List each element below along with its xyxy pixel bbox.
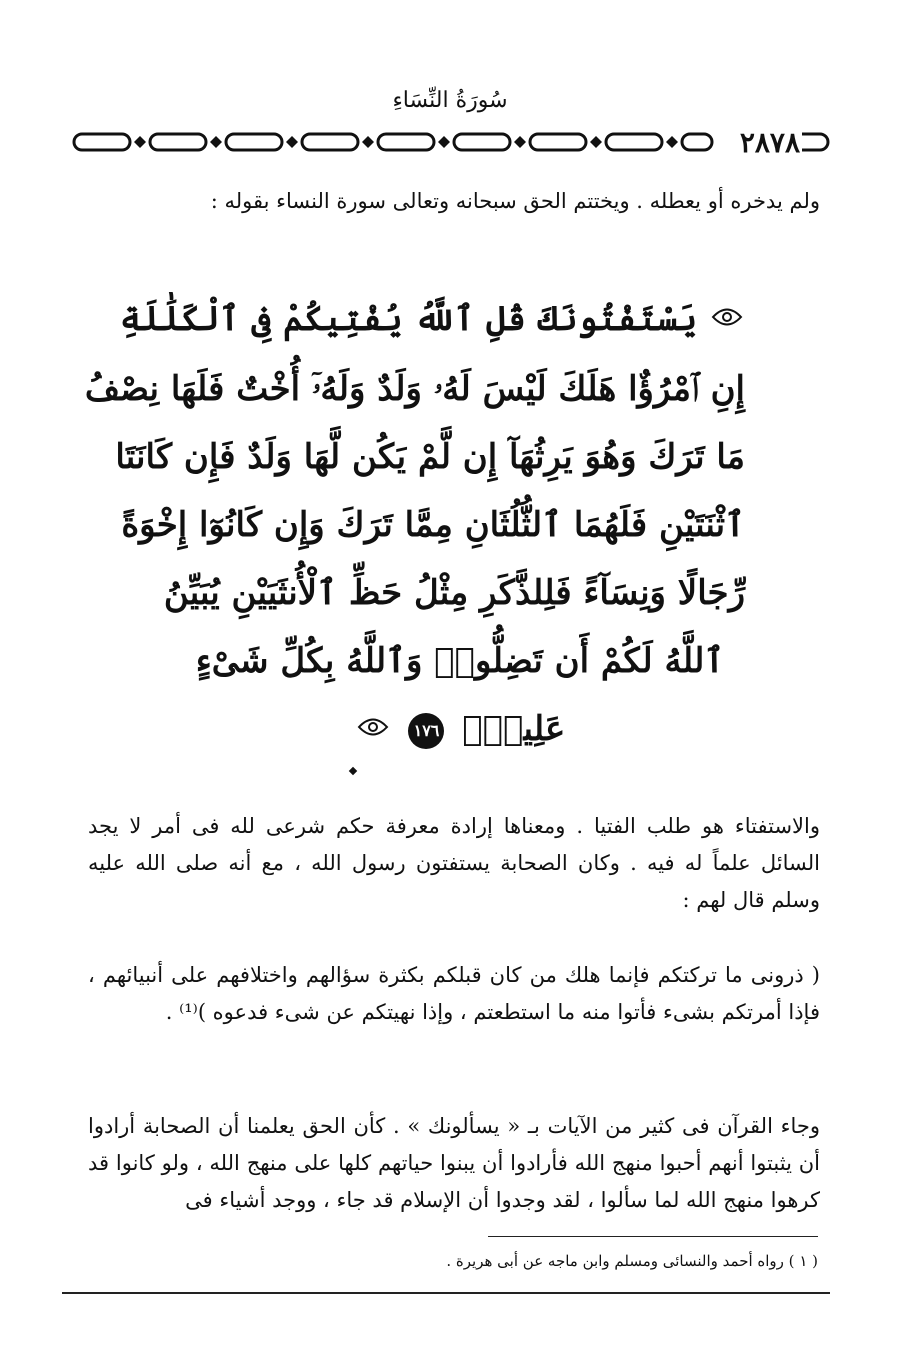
verse-line-5: رِّجَالًا وَنِسَآءً فَلِلذَّكَرِ مِثْلُ حَظِّ ٱلْأُنثَيَيْنِ يُبَيِّنُ bbox=[163, 573, 745, 613]
verse-line-1: يَسْتَفْتُونَكَ قُلِ ٱللَّهُ يُفْتِيكُمْ فِى ٱلْكَلَٰلَةِ bbox=[175, 285, 745, 355]
footnote-divider bbox=[488, 1236, 818, 1237]
verse-line-4: ٱثْنَتَيْنِ فَلَهُمَا ٱلثُّلُثَانِ مِمَّا تَرَكَ وَإِن كَانُوٓا إِخْوَةً bbox=[121, 505, 745, 545]
floral-ornament-icon bbox=[709, 287, 745, 355]
diamond-marker-icon bbox=[349, 767, 357, 775]
verse-number-medallion: ١٧٦ bbox=[408, 713, 444, 749]
paragraph-yasalunak: وجاء القرآن فى كثير من الآيات بـ « يسألونك » . كأن الحق يعلمنا أن الصحابة أرادوا أن يثبتوا أنهم أحبوا منهج الله فأرادوا أن يبنوا حياتهم كلها على منهج الله ، ولو كانوا قد كرهوا منهج الله لما سألوا ، لقد وجدوا أن الإسلام قد جاء ، ووجد أشياء فى bbox=[88, 1114, 820, 1212]
intro-line: ولم يدخره أو يعطله . ويختتم الحق سبحانه وتعالى سورة النساء بقوله : bbox=[210, 189, 820, 213]
footnote: ( ١ ) رواه أحمد والنسائى ومسلم وابن ماجه عن أبى هريرة . bbox=[446, 1252, 818, 1270]
floral-ornament-icon bbox=[355, 697, 391, 765]
verse-line-6: ٱللَّهُ لَكُمْ أَن تَضِلُّوا۟ وَٱللَّهُ بِكُلِّ شَىْءٍ bbox=[195, 641, 725, 681]
paragraph-istifta: والاستفتاء هو طلب الفتيا . ومعناها إرادة معرفة حكم شرعى لله فى أمر لا يجد السائل علماً له فيه . وكان الصحابة يستفتون رسول الله ، مع أنه صلى الله عليه وسلم قال لهم : bbox=[88, 814, 820, 912]
verse-line-3: مَا تَرَكَ وَهُوَ يَرِثُهَآ إِن لَّمْ يَكُن لَّهَا وَلَدٌ فَإِن كَانَتَا bbox=[115, 437, 745, 477]
surah-name-header: سُورَةُ النِّسَاءِ bbox=[392, 88, 508, 113]
quran-verse-block bbox=[84, 285, 745, 765]
verse-line-7: عَلِيمٌۢ ١٧٦ bbox=[175, 695, 745, 765]
chain-ornament-border bbox=[72, 126, 832, 158]
paragraph-hadith: ( ذرونى ما تركتكم فإنما هلك من كان قبلكم بكثرة سؤالهم واختلافهم على أنبيائهم ، فإذا أمرتكم بشىء فأتوا منه ما استطعتم ، وإذا نهيتكم عن شىء فدعوه )⁽¹⁾ . bbox=[88, 963, 820, 1024]
page-bottom-rule bbox=[62, 1292, 830, 1294]
verse-line-2: إِنِ ٱمْرُؤٌا هَلَكَ لَيْسَ لَهُۥ وَلَدٌ وَلَهُۥٓ أُخْتٌ فَلَهَا نِصْفُ bbox=[84, 369, 745, 409]
page-number: ٢٨٧٨ bbox=[739, 126, 800, 159]
